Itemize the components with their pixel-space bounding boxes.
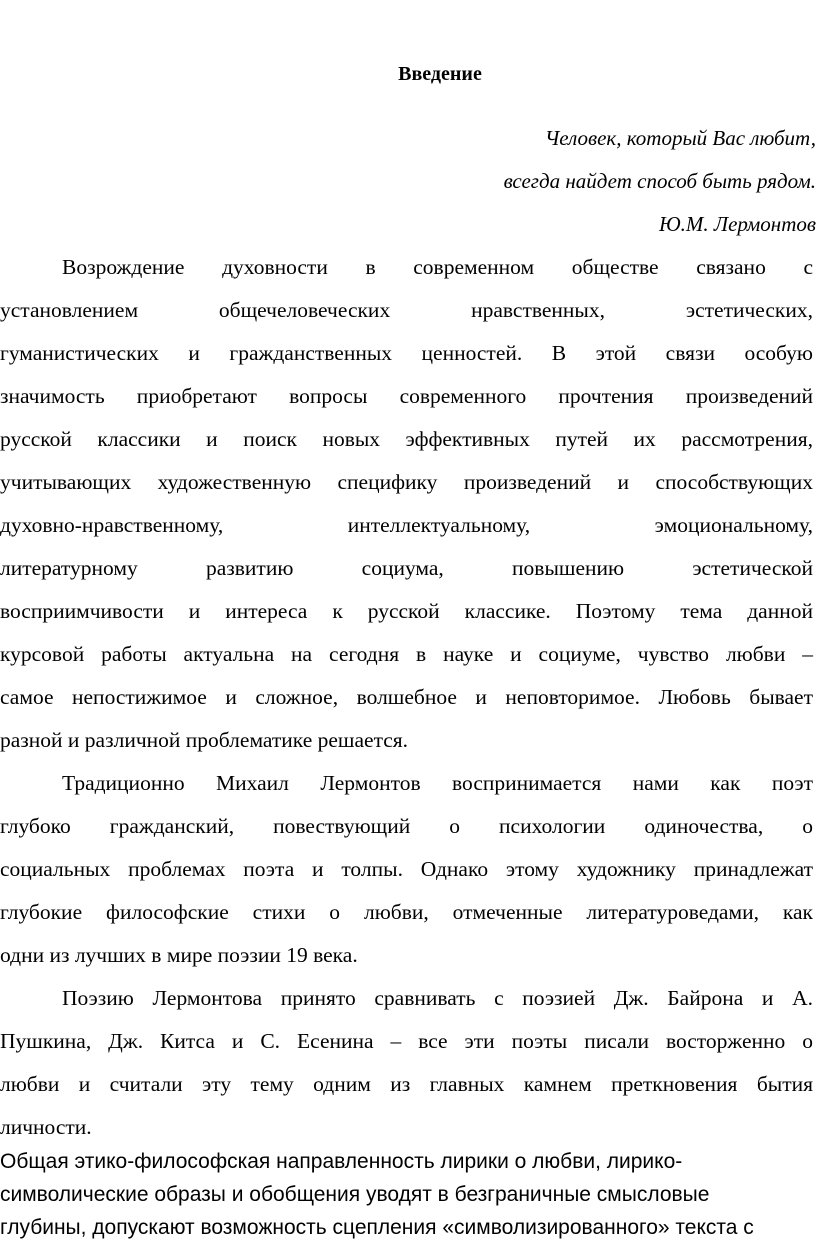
- paragraph-2-line: социальных проблемах поэта и толпы. Однако этому художнику принадлежат: [0, 857, 813, 881]
- epigraph-line-2: всегда найдет способ быть рядом.: [503, 169, 816, 193]
- paragraph-1-line: учитывающих художественную специфику произведений и способствующих: [0, 470, 813, 494]
- paragraph-3-line: личности.: [0, 1115, 92, 1139]
- paragraph-1-line: восприимчивости и интереса к русской классике. Поэтому тема данной: [0, 599, 813, 623]
- paragraph-1-line: литературному развитию социума, повышению эстетической: [0, 556, 813, 580]
- paragraph-3-line: Поэзию Лермонтова принято сравнивать с поэзией Дж. Байрона и А.: [62, 986, 813, 1010]
- paragraph-1-line: самое непостижимое и сложное, волшебное и неповторимое. Любовь бывает: [0, 685, 813, 709]
- page-title: Введение: [398, 63, 482, 85]
- paragraph-1-line: значимость приобретают вопросы современного прочтения произведений: [0, 384, 813, 408]
- paragraph-1-line: разной и различной проблематике решается.: [0, 728, 409, 752]
- paragraph-4-line: символические образы и обобщения уводят в безграничные смысловые: [0, 1183, 710, 1206]
- paragraph-1-line: гуманистических и гражданственных ценностей. В этой связи особую: [0, 341, 813, 365]
- paragraph-4-line: глубины, допускают возможность сцепления «символизированного» текста с: [0, 1216, 754, 1239]
- paragraph-1-line: установлением общечеловеческих нравственных, эстетических,: [0, 298, 813, 322]
- paragraph-1-line: Возрождение духовности в современном обществе связано с: [62, 255, 813, 279]
- paragraph-3-line: Пушкина, Дж. Китса и С. Есенина – все эти поэты писали восторженно о: [0, 1029, 813, 1053]
- paragraph-4-line: Общая этико-философская направленность лирики о любви, лирико-: [0, 1150, 683, 1173]
- paragraph-3-line: любви и считали эту тему одним из главных камнем преткновения бытия: [0, 1072, 813, 1096]
- epigraph-line-1: Человек, который Вас любит,: [544, 126, 816, 150]
- paragraph-2-line: глубокие философские стихи о любви, отмеченные литературоведами, как: [0, 900, 813, 924]
- paragraph-2-line: глубоко гражданский, повествующий о психологии одиночества, о: [0, 814, 813, 838]
- paragraph-2-line: одни из лучших в мире поэзии 19 века.: [0, 943, 358, 967]
- paragraph-2-line: Традиционно Михаил Лермонтов воспринимается нами как поэт: [62, 771, 813, 795]
- epigraph-author: Ю.М. Лермонтов: [658, 212, 816, 236]
- paragraph-1-line: духовно-нравственному, интеллектуальному, эмоциональному,: [0, 513, 813, 537]
- paragraph-1-line: курсовой работы актуальна на сегодня в науке и социуме, чувство любви –: [0, 642, 813, 666]
- paragraph-1-line: русской классики и поиск новых эффективных путей их рассмотрения,: [0, 427, 813, 451]
